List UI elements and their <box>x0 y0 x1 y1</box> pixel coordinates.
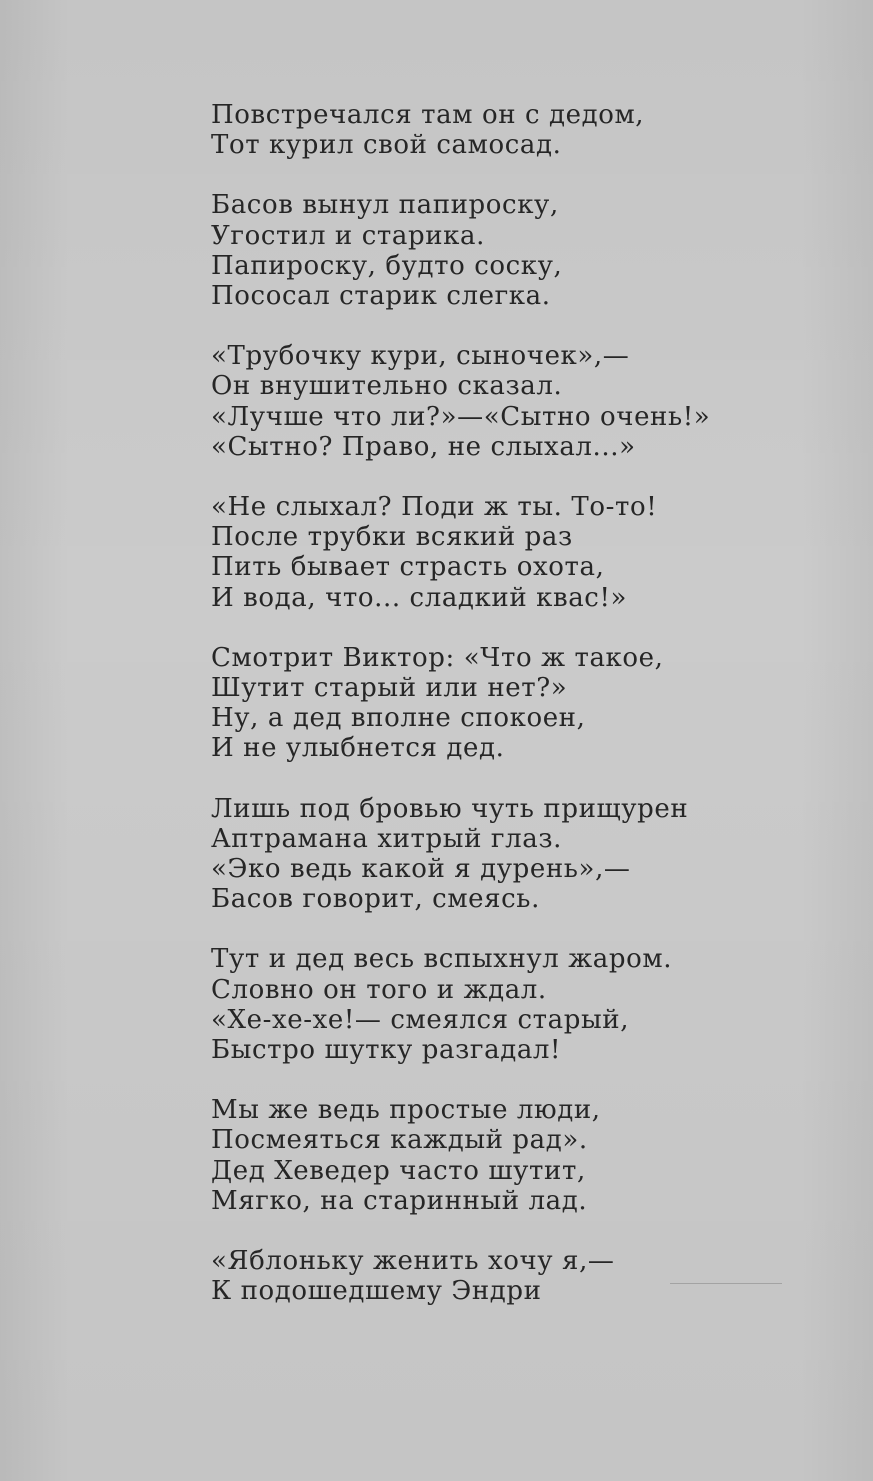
poem-line: Тот курил свой самосад. <box>211 130 562 161</box>
poem-line: Словно он того и ждал. <box>211 974 547 1005</box>
poem-line: Папироску, будто соску, <box>211 250 563 281</box>
poem-line: Аптрамана хитрый глаз. <box>211 823 562 854</box>
stanza <box>211 341 731 462</box>
poem-line: «Лучше что ли?»—«Сытно очень!» <box>211 401 711 432</box>
poem-line: «Яблоньку женить хочу я,— <box>211 1246 615 1277</box>
stanza <box>211 944 731 1065</box>
poem-line: Тут и дед весь вспыхнул жаром. <box>211 944 673 975</box>
stanza <box>211 1246 731 1306</box>
poem-line: После трубки всякий раз <box>211 522 573 553</box>
poem-line: Пить бывает страсть охота, <box>211 552 605 583</box>
poem-line: Он внушительно сказал. <box>211 371 563 402</box>
poem-line: Смотрит Виктор: «Что ж такое, <box>211 642 664 673</box>
poem-line: Басов вынул папироску, <box>211 190 559 221</box>
poem-line: «Эко ведь какой я дурень»,— <box>211 854 631 885</box>
stanza <box>211 100 731 160</box>
poem-line: Лишь под бровью чуть прищурен <box>211 793 689 824</box>
stanza <box>211 190 731 311</box>
stanza <box>211 643 731 764</box>
poem-line: Шутит старый или нет?» <box>211 673 568 704</box>
poem-line: Мягко, на старинный лад. <box>211 1185 588 1216</box>
poem-line: «Не слыхал? Поди ж ты. То-то! <box>211 492 658 523</box>
poem-line: И не улыбнется дед. <box>211 733 505 764</box>
poem-line: К подошедшему Эндри <box>211 1276 542 1307</box>
poem-line: Мы же ведь простые люди, <box>211 1095 601 1126</box>
poem-line: Повстречался там он с дедом, <box>211 100 645 130</box>
poem-line: Басов говорит, смеясь. <box>211 884 540 915</box>
poem-line: И вода, что... сладкий квас!» <box>211 582 628 613</box>
stanza <box>211 794 731 915</box>
stanza <box>211 1095 731 1216</box>
poem-line: «Сытно? Право, не слыхал...» <box>211 431 636 462</box>
poem-line: «Хе-хе-хе!— смеялся старый, <box>211 1004 630 1035</box>
stanza <box>211 492 731 613</box>
faint-rule-mark <box>670 1283 782 1284</box>
poem-line: «Трубочку кури, сыночек»,— <box>211 341 630 372</box>
poem-line: Посмеяться каждый рад». <box>211 1125 588 1156</box>
poem-line: Быстро шутку разгадал! <box>211 1035 562 1066</box>
poem-line: Угостил и старика. <box>211 220 485 251</box>
poem-text <box>211 100 731 1337</box>
poem-line: Ну, а дед вполне спокоен, <box>211 703 586 734</box>
poem-line: Дед Хеведер часто шутит, <box>211 1155 586 1186</box>
poem-line: Пососал старик слегка. <box>211 281 551 312</box>
